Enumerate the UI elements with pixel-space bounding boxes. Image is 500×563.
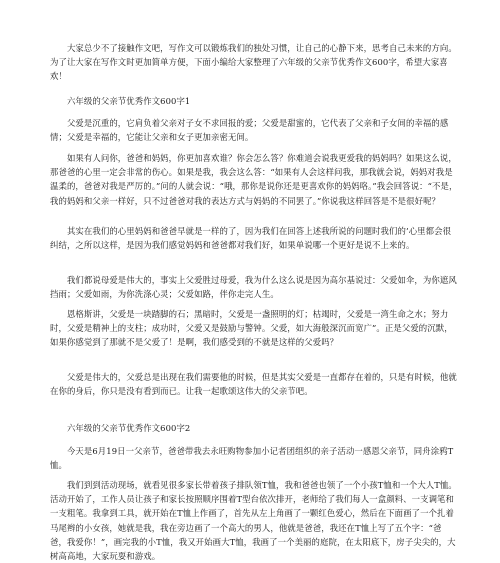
section-heading-2: 六年级的父亲节优秀作文600字2 [50,423,191,433]
paragraph-love: 其实在我们的心里妈妈和爸爸早就是一样的了，因为我们在回答上述我所说的问题时我们的’心里都会很纠结，之所以这样，是因为我们感觉妈妈和爸爸都对我们好，如果单说哪一个更好是说不上来的。 [50,226,452,251]
paragraph-silent-love: 父爱是伟大的，父爱总是出现在我们需要他的时候，但是其实父爱是一直都存在着的，只是有时候，他就在你的身后，你只是没有看到而已。让我一起歌颂这伟大的父亲节吧。 [50,372,457,397]
paragraph-activity: 我们到到活动现场，就看见很多家长带着孩子排队领T恤，我和爸爸也领了一个小孩T恤和一个大人T恤。活动开始了，工作人员让孩子和家长按照顺序围着T型台依次排开，老师给了我们每人一盒颜料、一支调笔和一支粗笔。我拿到工具，就开始在T恤上作画了，首先从左上角画了一颗红色爱心，然后在下面画了一个扎着马尾辫的小女孩，她就是我，我在旁边画了一个高大的男人，他就是爸爸，我还在T恤上写了五个字：“爸爸，我爱你！”，画完我的小T恤，我又开始画大T恤，我画了一个美丽的庭院，在太阳底下，房子尖尖的，大树高高地，大家玩耍和游戏。 [50,480,457,562]
section-heading-1: 六年级的父亲节优秀作文600字1 [50,96,191,106]
paragraph-event: 今天是6月19日一父亲节，爸爸带我去永旺购物参加小记者团组织的亲子活动一感恩父亲节，同舟涂鸦T恤。 [50,446,454,471]
paragraph-definition: 父爱是沉重的，它肩负着父亲对子女不求回报的爱；父爱是甜蜜的，它代表了父亲和子女间的幸福的感情；父爱是幸福的，它能让父亲和女子更加亲密无间。 [50,118,449,143]
paragraph-question: 如果有人问你，爸爸和妈妈，你更加喜欢谁？你会怎么答？你难道会说我更爱我的妈妈吗？如果这么说，那爸爸的心里一定会非常的伤心。如果是我，我会这么答：“如果有人会这样问我，那我就会说，妈妈对我是温柔的，爸爸对我是严厉的。”问的人就会说：“哦，那你是说你还是更喜欢你的妈妈咯。”我会回答说：“不是，我的妈妈和父亲一样好，只不过爸爸对我的表达方式与妈妈的不同罢了。”你说我这样回答是不是很好呢？ [50,153,458,206]
intro-paragraph: 大家总少不了接触作文吧，写作文可以锻炼我们的独处习惯，让自己的心静下来，思考自己未来的方向。为了让大家在写作文时更加简单方便，下面小编给大家整理了六年级的父亲节优秀作文600字，希望大家喜欢！ [50,43,457,82]
paragraph-greatness: 我们都说母爱是伟大的，事实上父爱胜过母爱，我为什么这么说是因为高尔基说过：父爱如伞，为你遮风挡雨；父爱如雨，为你洗涤心灵；父爱如路，伴你走完人生。 [50,275,457,300]
paragraph-metaphor: 恩格斯讲，父爱是一块踏脚的石；黑暗时，父爱是一盏照明的灯；枯竭时，父爱是一湾生命之水；努力时，父爱是精神上的支柱；成功时，父爱又是鼓励与警钟。父爱，如大海般深沉而宽广”。正是父爱的沉默，如果你感觉到了那就不是父爱了！是啊，我们感受到的不就是这样的父爱吗？ [50,309,453,348]
